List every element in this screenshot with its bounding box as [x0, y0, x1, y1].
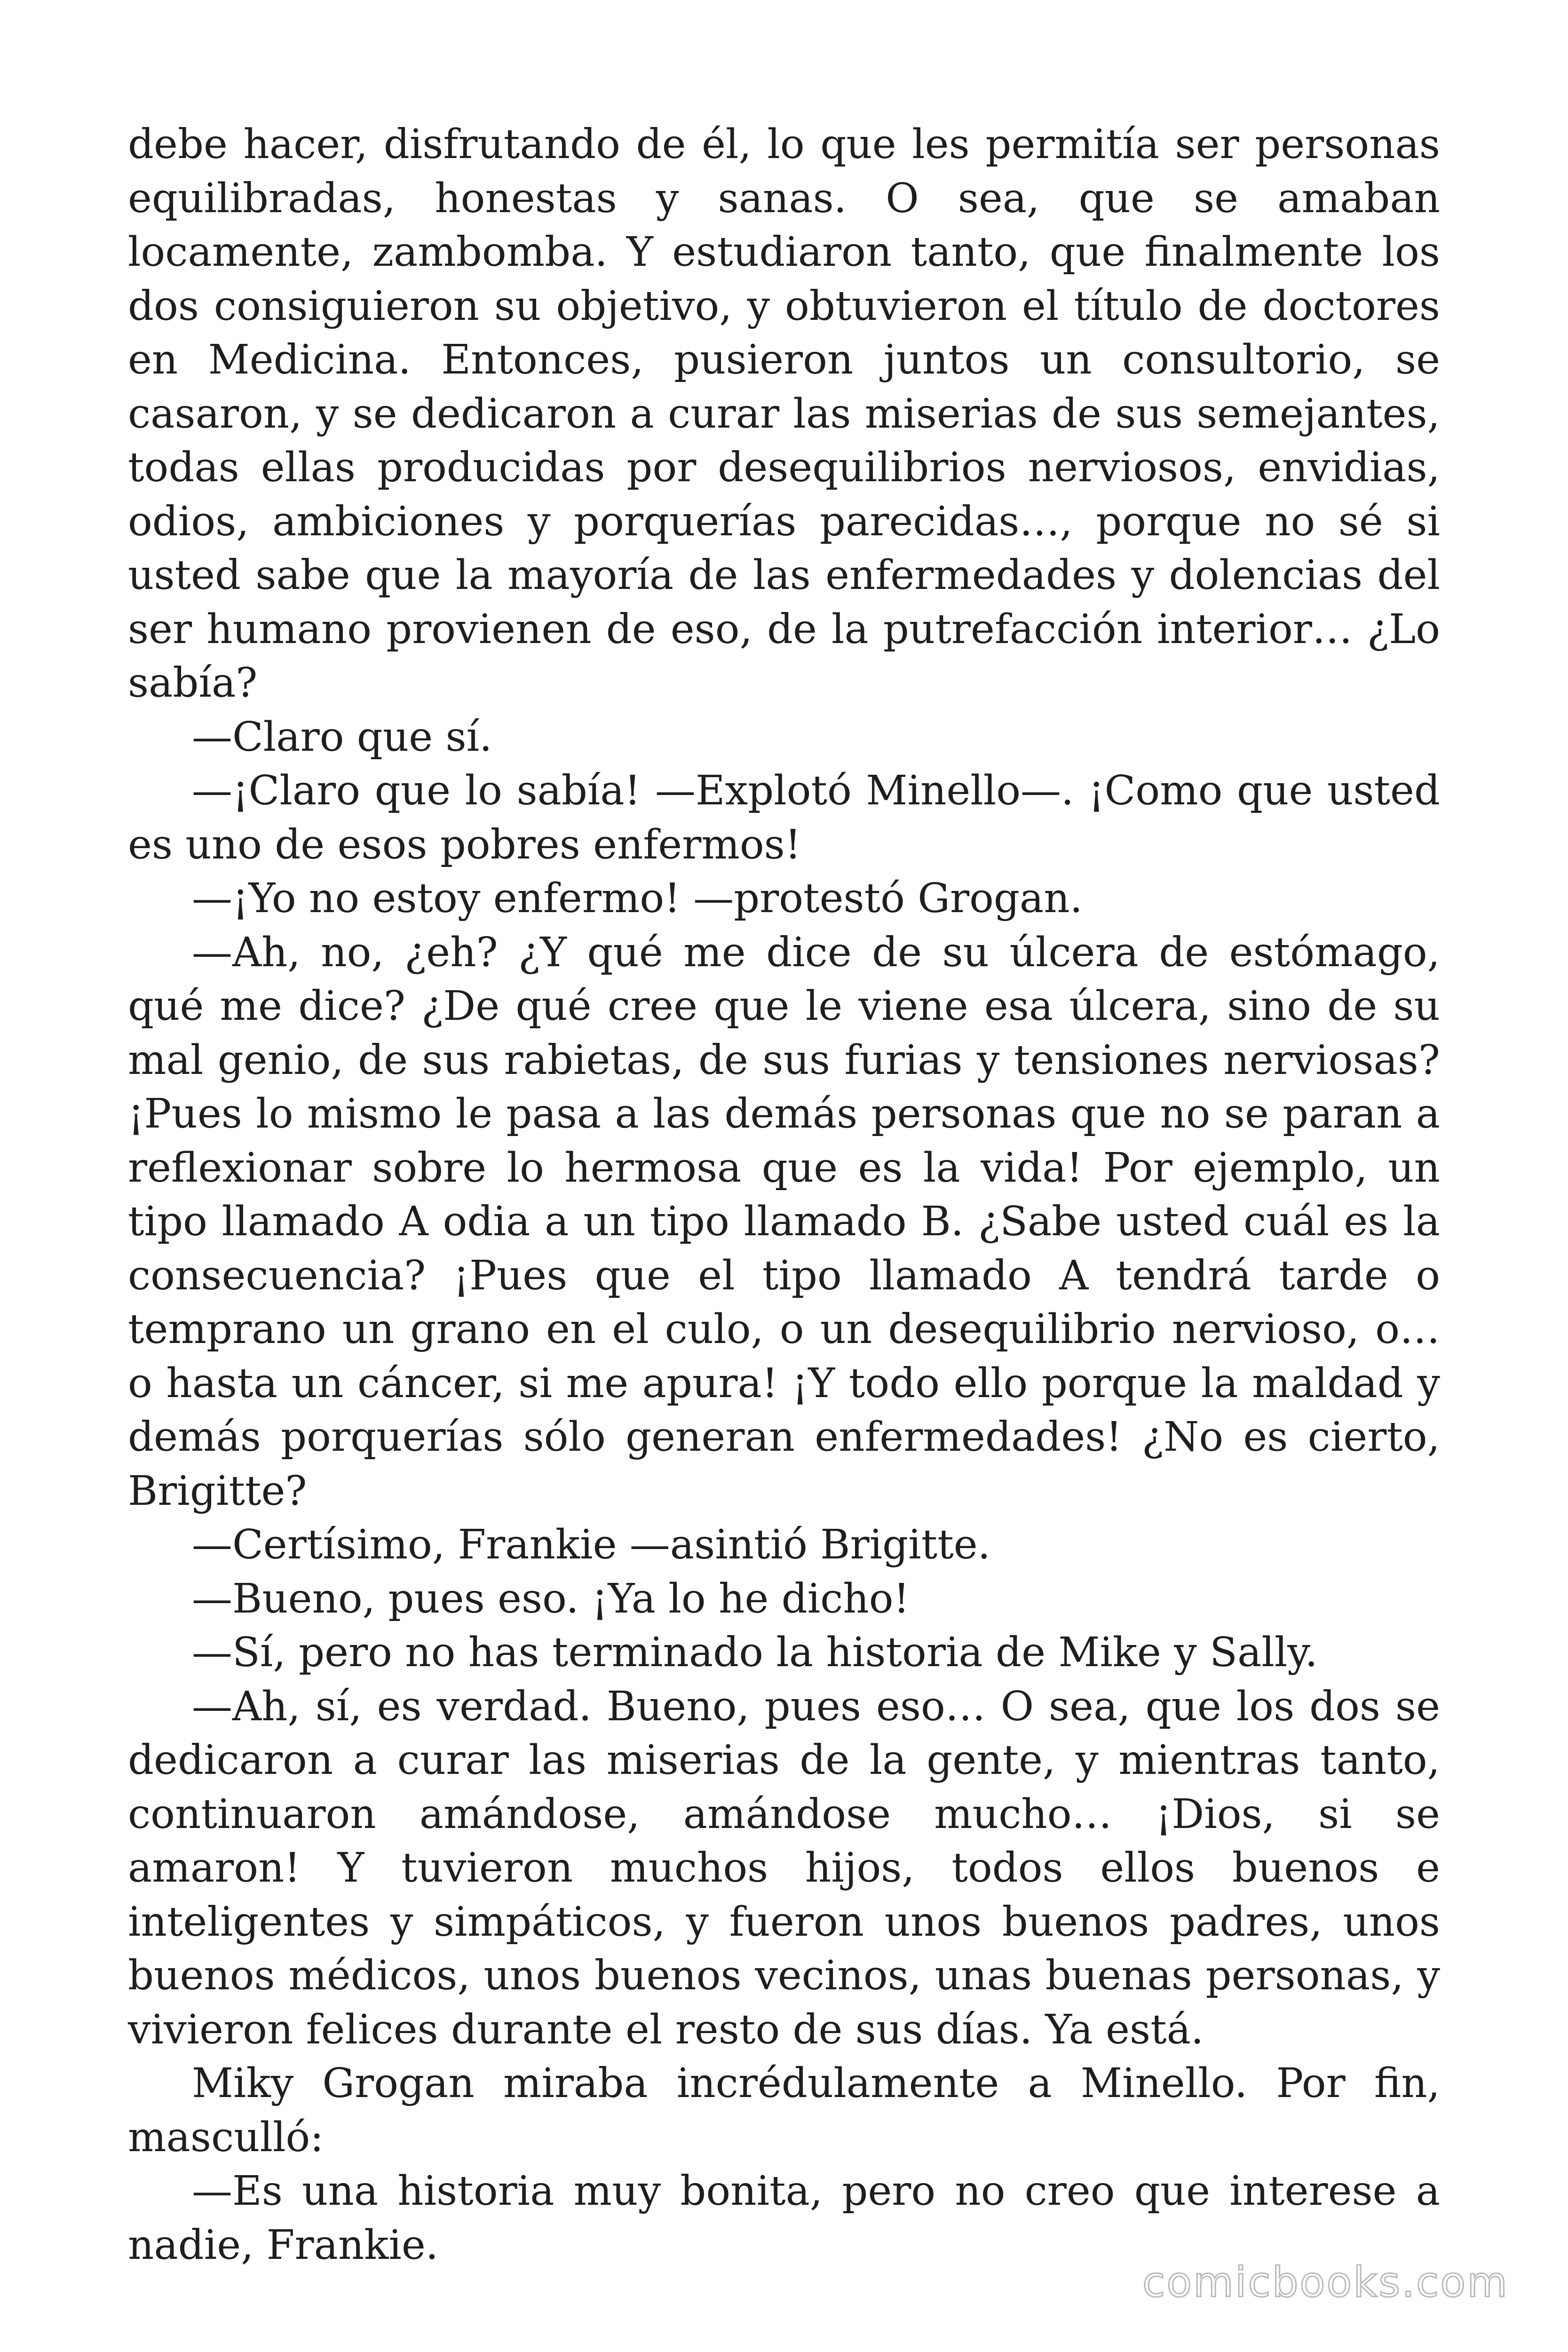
- dialogue-paragraph: —¡Yo no estoy enfermo! —protestó Grogan.: [192, 875, 1083, 922]
- dialogue-paragraph: —Certísimo, Frankie —asintió Brigitte.: [192, 1521, 990, 1568]
- paragraph-continuation: debe hacer, disfrutando de él, lo que les permitía ser personas equilibradas, honestas y sanas. O sea, que se amaban locamente, zambomba. Y estudiaron tanto, que finalmente los dos consiguieron su objetivo, y obtuvieron el título de doctores en Medicina. Entonces, pusieron juntos un consultorio, se casaron, y se dedicaron a curar las miserias de sus semejantes, todas ellas producidas por desequilibrios nerviosos, envidias, odios, ambiciones y porquerías parecidas…, porque no sé si usted sabe que la mayoría de las enfermedades y dolencias del ser humano provienen de eso, de la putrefacción interior… ¿Lo sabía?: [128, 121, 1440, 707]
- page-body-text: [128, 118, 1440, 2272]
- site-watermark: comicbooks.com: [1142, 2258, 1509, 2306]
- dialogue-paragraph: —Claro que sí.: [192, 713, 492, 761]
- dialogue-paragraph: —Sí, pero no has terminado la historia de Mike y Sally.: [192, 1629, 1318, 1676]
- dialogue-paragraph: —¡Claro que lo sabía! —Explotó Minello—. ¡Como que usted es uno de esos pobres enfermos!: [128, 767, 1440, 868]
- dialogue-paragraph: —Es una historia muy bonita, pero no creo que interese a nadie, Frankie.: [128, 2168, 1440, 2269]
- dialogue-paragraph: —Ah, no, ¿eh? ¿Y qué me dice de su úlcera de estómago, qué me dice? ¿De qué cree que le viene esa úlcera, sino de su mal genio, de sus rabietas, de sus furias y tensiones nerviosas? ¡Pues lo mismo le pasa a las demás personas que no se paran a reflexionar sobre lo hermosa que es la vida! Por ejemplo, un tipo llamado A odia a un tipo llamado B. ¿Sabe usted cuál es la consecuencia? ¡Pues que el tipo llamado A tendrá tarde o temprano un grano en el culo, o un desequilibrio nervioso, o… o hasta un cáncer, si me apura! ¡Y todo ello porque la maldad y demás porquerías sólo generan enfermedades! ¿No es cierto, Brigitte?: [128, 929, 1440, 1515]
- dialogue-paragraph: —Ah, sí, es verdad. Bueno, pues eso… O sea, que los dos se dedicaron a curar las miserias de la gente, y mientras tanto, continuaron amándose, amándose mucho… ¡Dios, si se amaron! Y tuvieron muchos hijos, todos ellos buenos e inteligentes y simpáticos, y fueron unos buenos padres, unos buenos médicos, unos buenos vecinos, unas buenas personas, y vivieron felices durante el resto de sus días. Ya está.: [128, 1683, 1440, 2053]
- narration-paragraph: Miky Grogan miraba incrédulamente a Minello. Por fin, masculló:: [128, 2060, 1440, 2161]
- dialogue-paragraph: —Bueno, pues eso. ¡Ya lo he dicho!: [192, 1575, 910, 1622]
